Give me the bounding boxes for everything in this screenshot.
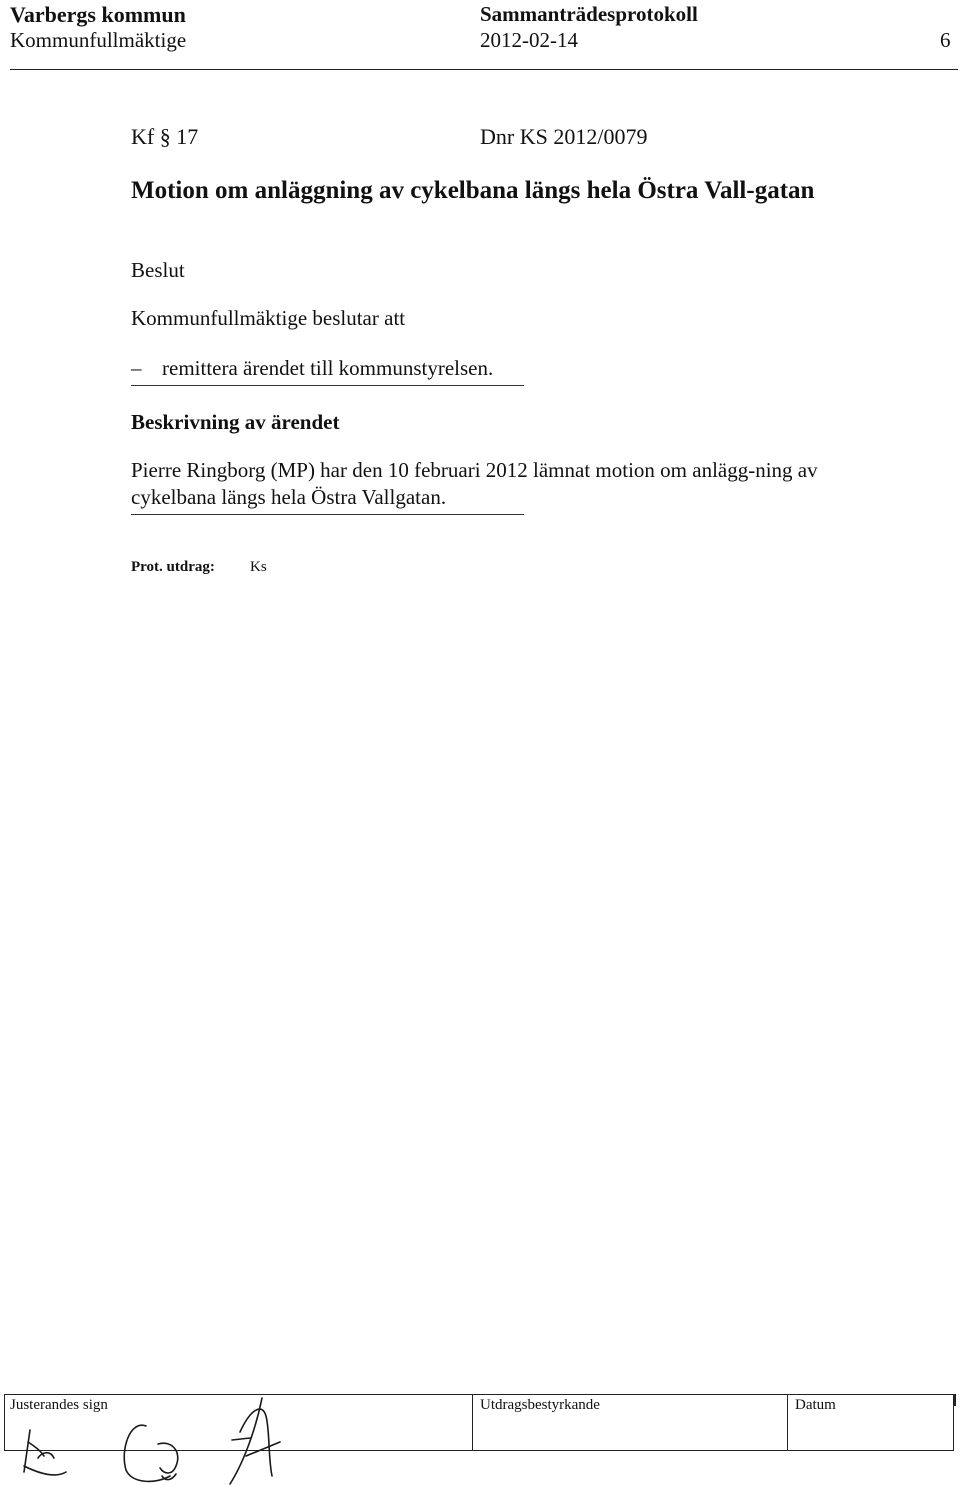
extract-recipient: Ks <box>250 559 267 575</box>
page-number: 6 <box>940 28 951 52</box>
decision-heading: Beslut <box>131 258 185 282</box>
council-name: Kommunfullmäktige <box>10 28 187 52</box>
adjuster-signature-label: Justerandes sign <box>10 1397 108 1413</box>
diary-number: Dnr KS 2012/0079 <box>480 124 648 149</box>
decision-item: remittera ärendet till kommunstyrelsen. <box>162 356 494 380</box>
handwritten-signatures <box>0 1380 480 1485</box>
meeting-date: 2012-02-14 <box>480 28 578 52</box>
motion-title: Motion om anläggning av cykelbana längs hela Östra Vall-gatan <box>131 177 815 204</box>
extract-label: Prot. utdrag: <box>131 559 215 575</box>
paragraph-number: Kf § 17 <box>131 124 199 149</box>
decision-intro: Kommunfullmäktige beslutar att <box>131 306 406 330</box>
decision-divider <box>131 385 524 386</box>
description-heading: Beskrivning av ärendet <box>131 410 340 434</box>
description-divider <box>131 514 524 515</box>
extract-certification-label: Utdragsbestyrkande <box>480 1397 600 1413</box>
date-label: Datum <box>795 1397 836 1413</box>
document-type: Sammanträdesprotokoll <box>480 2 698 26</box>
organization-name: Varbergs kommun <box>10 2 186 27</box>
footer-edge-mark <box>954 1394 956 1406</box>
header-divider <box>10 69 958 70</box>
decision-bullet: – <box>131 356 142 380</box>
footer-divider <box>787 1395 788 1450</box>
description-text: Pierre Ringborg (MP) har den 10 februari 2012 lämnat motion om anlägg-ning av cykelbana längs hela Östra Vallgatan. <box>131 458 818 509</box>
